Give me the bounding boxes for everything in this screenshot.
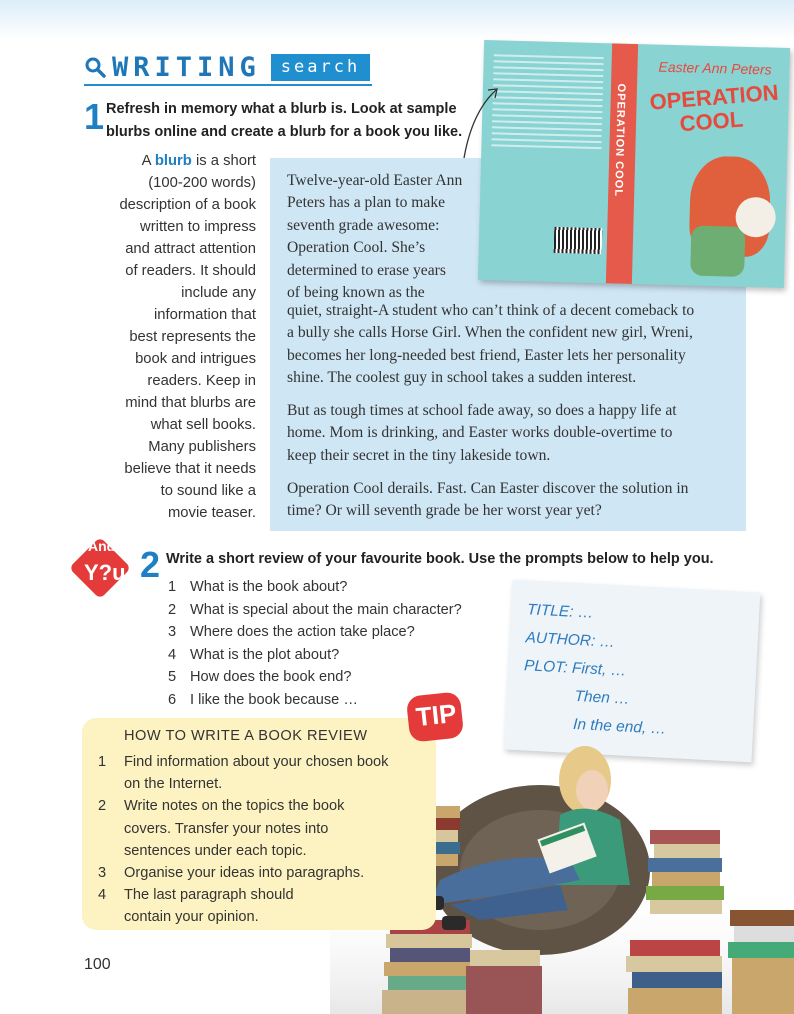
- page-number: 100: [84, 956, 111, 973]
- review-note-text: TITLE: … AUTHOR: … PLOT: First, … Then … In the end, …: [523, 601, 667, 738]
- task-1-line-1: Refresh in memory what a blurb is. Look at sample: [106, 101, 457, 117]
- list-item: 6 I like the book because …: [168, 691, 358, 708]
- list-item: 2 Write notes on the topics the book covers. Transfer your notes into sentences under each topic.: [98, 798, 345, 859]
- tip-list: [98, 751, 398, 929]
- list-item: 3 Where does the action take place?: [168, 624, 415, 641]
- task-2-number: 2: [140, 544, 161, 585]
- header-word: WRITING: [112, 51, 261, 83]
- definition-line: believe that it needs: [124, 461, 256, 477]
- list-item: 5 How does the book end?: [168, 669, 352, 686]
- header-underline: [84, 84, 372, 86]
- arrow-icon: [460, 82, 500, 162]
- tip-badge: TIP: [404, 690, 466, 746]
- definition-line: information that: [154, 307, 256, 323]
- blurb-paragraph-1-top: Twelve-year-old Easter Ann Peters has a plan to make seventh grade awesome: Operation Cool. She’s determined to erase years of being known as the: [287, 172, 463, 302]
- section-header: [84, 50, 370, 84]
- definition-line: A blurb is a short: [141, 153, 256, 169]
- blurb-term: blurb: [154, 153, 192, 169]
- definition-line: Many publishers: [148, 439, 256, 455]
- back-cover-text: [491, 54, 603, 153]
- cover-backpack-illustration: [690, 226, 745, 277]
- cover-author: Easter Ann Peters: [658, 58, 772, 78]
- definition-line: what sell books.: [150, 417, 256, 433]
- list-item: 3 Organise your ideas into paragraphs.: [98, 865, 365, 882]
- definition-line: book and intrigues: [135, 351, 256, 367]
- cover-cat-illustration: [735, 197, 776, 238]
- task-2-text: Write a short review of your favourite book. Use the prompts below to help you.: [166, 551, 714, 567]
- blurb-paragraph-2: But as tough times at school fade away, so does a happy life at home. Mom is drinking, and Easter works double-overtime to keep their secret in the tiny lakeside town.: [287, 402, 677, 464]
- book-cover-image: [478, 40, 790, 288]
- barcode: [554, 227, 603, 254]
- definition-line: and attract attention: [125, 241, 256, 257]
- definition-line: readers. Keep in: [147, 373, 256, 389]
- top-band: [0, 0, 794, 40]
- definition-line: (100-200 words): [148, 175, 256, 191]
- definition-line: to sound like a: [160, 483, 256, 499]
- definition-line: best represents the: [129, 329, 256, 345]
- definition-line: description of a book: [119, 197, 256, 213]
- definition-line: include any: [181, 285, 256, 301]
- blurb-definition: [100, 150, 256, 524]
- list-item: 4 What is the plot about?: [168, 646, 340, 663]
- definition-line: mind that blurbs are: [125, 395, 256, 411]
- definition-line: written to impress: [140, 219, 256, 235]
- blurb-paragraph-1-bottom: quiet, straight-A student who can’t think of a decent comeback to a bully she calls Horse Girl. When the confident new girl, Wreni, becomes her long-needed best friend, Easter lets her personality shine. The coolest guy in school takes a sudden interest.: [287, 302, 695, 387]
- list-item: 1 What is the book about?: [168, 579, 348, 595]
- blurb-paragraph-3: Operation Cool derails. Fast. Can Easter discover the solution in time? Or will seventh grade be her worst year yet?: [287, 480, 689, 520]
- and-you-badge: And Y?u: [70, 538, 132, 600]
- definition-line: movie teaser.: [167, 505, 256, 521]
- tip-title: HOW TO WRITE A BOOK REVIEW: [124, 728, 368, 744]
- list-item: 2 What is special about the main character?: [168, 601, 462, 618]
- task-1-line-2: blurbs online and create a blurb for a book you like.: [106, 124, 463, 140]
- definition-line: of readers. It should: [125, 263, 256, 279]
- task-1-number: 1: [84, 96, 105, 137]
- cover-title: OPERATION COOL: [648, 79, 780, 137]
- book-spine: OPERATION COOL: [606, 43, 638, 284]
- list-item: 4 The last paragraph should contain your opinion.: [98, 887, 294, 926]
- search-icon: [84, 56, 106, 78]
- header-tag: search: [271, 54, 370, 81]
- list-item: 1 Find information about your chosen book on the Internet.: [98, 754, 389, 793]
